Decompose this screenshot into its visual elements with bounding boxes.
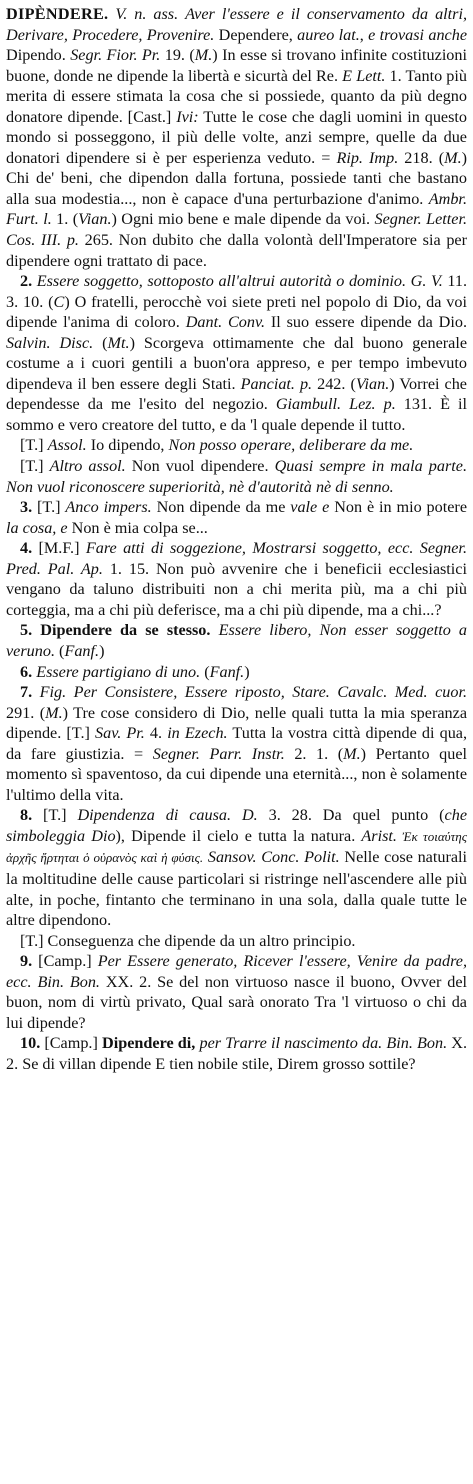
entry-text-segment: Tutte le cose che dagli uomini in questo mondo si posseggono, il più delle volte, anzi sempre, quelle da due donatori dipendere si è per esperienza veduto. =	[6, 107, 468, 167]
entry-text-segment: Vian.	[78, 210, 112, 229]
entry-text-segment: Panciat. p.	[240, 374, 313, 393]
entry-text-segment: Mt.	[107, 333, 130, 352]
entry-text-segment: 3. 28. Da quel punto (	[257, 806, 445, 825]
definition-s10	[6, 1033, 467, 1074]
entry-text-segment: Ambr. Furt. l.	[6, 189, 467, 229]
definition-s8	[6, 805, 467, 930]
entry-text-segment: Aver l'essere e il conservamento da altri, Derivare, Procedere, Provenire.	[6, 5, 467, 44]
entry-text-segment: Segner. Parr. Instr.	[152, 744, 285, 763]
entry-text-segment: [T.] Conseguenza che dipende da un altro principio.	[20, 931, 356, 950]
entry-text-segment: Io dipendo,	[86, 436, 169, 455]
entry-text-segment: ) Scorgeva ottimamente che dal buono generale costume a i cuori gentili a buon'ora appreso, e per tempo imbevuto dipendeva il ben essere degli Stati.	[6, 333, 468, 393]
entry-text-segment: 2. 1. (	[284, 744, 344, 763]
sense-number: 10.	[20, 1034, 41, 1053]
entry-text-segment: [T.]	[32, 806, 78, 825]
entry-text-segment: Fanf.	[64, 641, 100, 660]
sense-number: 5.	[20, 621, 33, 640]
entry-text-segment: ) In esse si trovano infinite costituzioni buone, donde ne dipende la libertà e sicurtà del Re.	[6, 46, 467, 85]
entry-text-segment: (	[200, 662, 210, 681]
entry-text-segment: 1. (	[51, 210, 79, 229]
entry-text-segment: Essere partigiano di uno.	[36, 662, 201, 681]
dictionary-entry-dipendere	[6, 4, 467, 1074]
entry-text-segment: M.	[444, 148, 462, 167]
entry-text-segment: [Camp.]	[40, 1034, 102, 1053]
entry-text-segment: vale e	[290, 498, 330, 517]
entry-text-segment: )	[244, 662, 250, 681]
entry-text-segment: Nelle cose naturali la moltitudine delle cause particolari si ristringe nell'ascendere alle più alte, in poche, fintanto che terminano in una sola, dalla quale tutte le altre dipendono.	[6, 848, 468, 930]
entry-text-segment: (	[55, 641, 65, 660]
entry-text-segment: Fanf.	[209, 662, 245, 681]
entry-text-segment: ), Dipende il cielo e tutta la natura.	[115, 826, 362, 845]
entry-text-segment: )	[99, 641, 105, 660]
entry-text-segment: Salvin. Disc.	[6, 333, 94, 352]
entry-text-segment: Sav. Pr.	[95, 724, 145, 743]
entry-text-segment: E Lett.	[342, 66, 386, 85]
entry-text-segment: Non è mia colpa se...	[67, 518, 208, 537]
definition-s6	[6, 662, 467, 683]
entry-text-segment	[210, 621, 218, 639]
entry-text-segment: [T.]	[32, 498, 66, 517]
entry-text-segment: Anco impers.	[65, 498, 152, 517]
entry-text-segment: C	[53, 292, 65, 311]
entry-text-segment: [Camp.]	[32, 952, 98, 971]
entry-text-segment: Dant. Conv.	[185, 313, 265, 332]
entry-text-segment: Non dipende da me	[151, 498, 291, 517]
entry-text-segment: XX. 2. Se del non virtuoso nasce il buono, Ovver del buon, nom di virtù privato, Qual sarà onorato Tra 'l virtuoso o chi da lui dipende?	[6, 972, 468, 1032]
entry-text-segment: aureo lat.	[297, 25, 360, 44]
entry-text-segment: ) O fratelli, perocchè voi siete preti nel popolo di Dio, da voi dipende l'anima di coloro.	[6, 292, 467, 332]
entry-text-segment: Assol.	[47, 436, 87, 455]
entry-text-segment: Ἐκ τοιαύτης ἀρχῆς ἤρτηται ὁ οὐρανὸς καὶ ἡ φύσις.	[6, 828, 467, 866]
entry-text-segment: Arist.	[361, 826, 397, 845]
entry-text-segment: [M.F.]	[32, 539, 86, 558]
entry-text-segment: ) Pertanto quel momento sì spaventoso, da cui dipende una eternità..., non è solamente l'ultimo della vita.	[6, 744, 468, 804]
definition-t-assol	[6, 435, 467, 456]
entry-text-segment: Ivi:	[176, 107, 199, 126]
entry-text-segment: Non è in mio potere	[329, 498, 468, 517]
entry-text-segment: 265. Non dubito che dalla volontà dell'Imperatore sia per dipendere ogni trattato di pace.	[6, 231, 467, 270]
entry-text-segment: Segner. Letter. Cos. III. p.	[6, 210, 467, 250]
entry-text-segment: 291. (	[6, 703, 46, 722]
entry-text-segment: 242. (	[312, 374, 356, 393]
definition-t-conseg	[6, 931, 467, 952]
entry-text-segment: la cosa, e	[6, 518, 68, 537]
definition-s2	[6, 271, 467, 435]
entry-text-segment: Essere libero, Non esser soggetto a veruno.	[6, 621, 468, 660]
entry-text-segment: Dependere,	[214, 25, 298, 44]
entry-text-segment: Dipendere da se stesso.	[40, 621, 211, 640]
headword: DIPÈNDERE.	[6, 5, 109, 23]
entry-text-segment: 1. Tanto più merita di essere stimata la cosa che si possiede, quanto da più degno donatore dipende. [Cast.]	[6, 66, 467, 126]
definition-s7	[6, 682, 467, 805]
entry-text-segment: Fare atti di soggezione, Mostrarsi soggetto, ecc. Segner. Pred. Pal. Ap.	[6, 539, 467, 578]
entry-text-segment: per Trarre il nascimento da. Bin. Bon.	[199, 1034, 448, 1053]
entry-text-segment: ,	[359, 25, 369, 44]
entry-text-segment: 19. (	[160, 46, 195, 65]
entry-text-segment: Sansov. Conc. Polit.	[207, 848, 340, 867]
entry-text-segment: e trovasi anche	[368, 25, 467, 44]
definition-s4	[6, 538, 467, 620]
sense-number: 7.	[20, 683, 33, 702]
entry-text-segment: Altro assol.	[49, 457, 126, 476]
entry-text-segment: Non posso operare, deliberare da me.	[168, 436, 414, 455]
entry-text-segment: (	[93, 333, 108, 352]
entry-text-segment: Quasi sempre in mala parte. Non vuol riconoscere superiorità, nè d'autorità nè di senno.	[6, 457, 467, 496]
entry-text-segment: M.	[343, 744, 361, 763]
definition-intro	[6, 4, 467, 271]
entry-text-segment: Fig. Per Consistere, Essere riposto, Stare. Cavalc. Med. cuor.	[39, 683, 467, 702]
entry-text-segment: ) Vorrei che dependesse da me l'esito del negozio.	[6, 374, 467, 414]
sense-number: 2.	[20, 272, 33, 291]
entry-text-segment: in Ezech.	[167, 724, 228, 743]
entry-text-segment: 11. 3. 10. (	[6, 272, 468, 311]
entry-text-segment: [T.]	[20, 436, 48, 455]
definition-s9	[6, 951, 467, 1033]
entry-text-segment: Dipendo.	[6, 46, 71, 65]
entry-text-segment	[32, 683, 40, 701]
entry-text-segment: X. 2. Se di villan dipende E tien nobile stile, Direm grosso sottile?	[6, 1034, 467, 1073]
entry-text-segment: 131. È il sommo e vero creatore del tutto, e da 'l quale depende il tutto.	[6, 395, 467, 434]
entry-text-segment: 4.	[144, 724, 168, 743]
entry-text-segment: Non vuol dipendere.	[125, 457, 275, 476]
entry-text-segment: che simboleggia Dio	[6, 806, 468, 845]
definition-s3	[6, 497, 467, 538]
entry-text-segment: Giambull. Lez. p.	[275, 395, 396, 414]
entry-text-segment: Per Essere generato, Ricever l'essere, Venire da padre, ecc. Bin. Bon.	[6, 952, 467, 991]
sense-number: 3.	[20, 498, 33, 517]
definition-t-altro	[6, 456, 467, 497]
entry-text-segment: Il suo essere dipende da Dio.	[265, 313, 467, 332]
entry-text-segment: ) Chi de' beni, che dipendon dalla fortuna, possiede tanti che bastano alla sua modestia..., non è capace d'una perturbazione d'animo.	[6, 148, 468, 208]
entry-text-segment: Dipendenza di causa. D.	[77, 806, 258, 825]
sense-number: 6.	[20, 662, 33, 681]
definition-s5	[6, 620, 467, 661]
entry-text-segment: M.	[45, 703, 63, 722]
entry-text-segment: [T.]	[20, 457, 50, 476]
entry-text-segment: M.	[194, 46, 213, 65]
sense-number: 8.	[20, 806, 33, 825]
sense-number: 9.	[20, 952, 33, 971]
entry-text-segment: 218. (	[398, 148, 445, 167]
part-of-speech: V. n. ass.	[115, 5, 179, 23]
sense-number: 4.	[20, 539, 33, 558]
entry-text-segment: 1. 15. Non può avvenire che i beneficii ecclesiastici vengano da taluno distribuiti non a chi merita più, ma a chi più corteggia, ma a chi più deferisce, ma a chi più dipende, ma a chi...?	[6, 559, 467, 619]
entry-text-segment: Vian.	[355, 374, 390, 393]
entry-text-segment: Essere soggetto, sottoposto all'altrui autorità o dominio. G. V.	[36, 272, 443, 291]
entry-text-segment: ) Ogni mio bene e male dipende da voi.	[111, 210, 375, 229]
entry-text-segment: Segr. Fior. Pr.	[70, 46, 161, 65]
entry-text-segment: ) Tre cose considero di Dio, nelle quali tutta la mia speranza dipende. [T.]	[6, 703, 468, 743]
entry-text-segment: Rip. Imp.	[336, 148, 399, 167]
entry-text-segment: Tutta la vostra città dipende di qua, da fare giustizia. =	[6, 724, 468, 763]
entry-text-segment: Dipendere di,	[102, 1034, 196, 1053]
